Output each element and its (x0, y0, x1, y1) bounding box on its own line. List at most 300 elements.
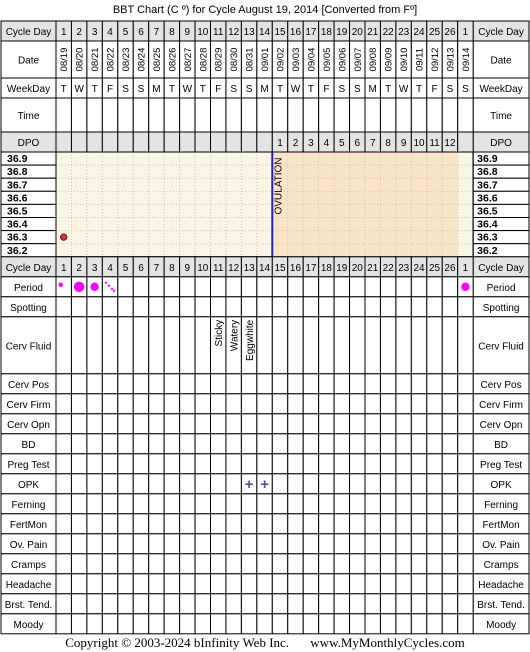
observation-cell (396, 297, 411, 317)
observation-cell (164, 554, 179, 574)
observation-cell (164, 297, 179, 317)
date-label: 08/20 (74, 47, 86, 72)
row-label-right-text: Date (490, 55, 512, 67)
observation-cell (102, 554, 117, 574)
observation-cell (195, 394, 210, 414)
observation-cell (180, 494, 195, 514)
observation-cell (288, 297, 303, 317)
cycle-day-number: 24 (413, 27, 425, 38)
observation-cell (411, 434, 426, 454)
observation-cell (319, 434, 334, 454)
observation-cell (71, 514, 86, 534)
row-label-left-text: Cerv Pos (7, 379, 50, 391)
observation-cell (365, 554, 380, 574)
observation-cell (102, 534, 117, 554)
observation-cell (288, 494, 303, 514)
observation-cell (71, 394, 86, 414)
observation-cell (226, 374, 241, 394)
cycle-day-number-bottom: 21 (367, 262, 379, 274)
date-label: 08/23 (121, 47, 133, 72)
observation-cell (149, 534, 164, 554)
observation-cell (87, 297, 102, 317)
observation-cell (334, 317, 349, 374)
observation-cell (442, 374, 457, 394)
observation-cell (118, 277, 133, 297)
dpo-cell (458, 132, 473, 152)
observation-cell (303, 277, 318, 297)
observation-cell (319, 554, 334, 574)
observation-cell (288, 594, 303, 614)
temp-scale-left-text: 36.6 (7, 192, 28, 205)
observation-cell (365, 374, 380, 394)
observation-cell (118, 514, 133, 534)
row-label-left-text: Brst. Tend. (4, 599, 53, 611)
observation-cell (350, 534, 365, 554)
date-label: 09/09 (383, 47, 395, 72)
observation-cell (442, 514, 457, 534)
observation-cell (180, 474, 195, 494)
observation-cell (164, 277, 179, 297)
weekday-label: F (107, 84, 114, 95)
observation-cell (164, 534, 179, 554)
weekday-label: W (398, 84, 409, 95)
observation-cell (272, 414, 287, 434)
cycle-day-number: 26 (444, 27, 456, 38)
observation-cell (334, 394, 349, 414)
observation-cell (211, 534, 226, 554)
observation-cell (319, 574, 334, 594)
row-label-right-text: Ferning (484, 499, 519, 511)
observation-cell (149, 494, 164, 514)
time-cell (87, 98, 102, 132)
observation-cell (149, 514, 164, 534)
time-cell (133, 98, 148, 132)
observation-cell (257, 297, 272, 317)
cycle-day-number: 22 (382, 27, 394, 38)
time-cell (427, 98, 442, 132)
observation-cell (427, 277, 442, 297)
dpo-number: 10 (413, 138, 425, 149)
observation-cell (71, 414, 86, 434)
date-label: 08/29 (213, 47, 225, 72)
observation-cell (365, 394, 380, 414)
observation-cell (133, 277, 148, 297)
date-label: 08/27 (182, 47, 194, 72)
time-cell (149, 98, 164, 132)
observation-cell (303, 534, 318, 554)
cycle-day-number-bottom: 16 (289, 262, 302, 274)
observation-cell (272, 594, 287, 614)
observation-cell (303, 434, 318, 454)
observation-cell (180, 594, 195, 614)
observation-cell (411, 374, 426, 394)
time-cell (164, 98, 179, 132)
temp-scale-left-text: 36.9 (7, 153, 28, 166)
observation-cell (180, 374, 195, 394)
observation-cell (350, 474, 365, 494)
cycle-day-number-bottom: 6 (138, 262, 144, 274)
observation-cell (164, 434, 179, 454)
copyright-text: Copyright © 2003-2024 bInfinity Web Inc. (65, 635, 290, 650)
observation-cell (442, 534, 457, 554)
observation-cell (133, 374, 148, 394)
observation-cell (87, 514, 102, 534)
observation-cell (319, 374, 334, 394)
observation-cell (56, 494, 71, 514)
observation-cell (195, 494, 210, 514)
observation-cell (180, 277, 195, 297)
observation-cell (211, 474, 226, 494)
observation-cell (102, 594, 117, 614)
observation-cell (211, 614, 226, 634)
observation-cell (288, 614, 303, 634)
cycle-day-number: 14 (259, 27, 271, 38)
observation-cell (133, 514, 148, 534)
observation-cell (211, 514, 226, 534)
observation-cell (118, 434, 133, 454)
observation-cell (180, 514, 195, 534)
observation-cell (272, 374, 287, 394)
observation-cell (442, 277, 457, 297)
row-label-left-text: Cycle Day (5, 262, 52, 274)
observation-cell (118, 534, 133, 554)
observation-cell (288, 574, 303, 594)
observation-cell (257, 434, 272, 454)
observation-cell (350, 554, 365, 574)
observation-cell (303, 297, 318, 317)
observation-cell (303, 394, 318, 414)
observation-cell (272, 277, 287, 297)
observation-cell (303, 554, 318, 574)
cycle-day-number: 4 (107, 27, 113, 38)
observation-cell (272, 554, 287, 574)
observation-cell (226, 494, 241, 514)
observation-cell (56, 554, 71, 574)
observation-cell (257, 414, 272, 434)
date-label: 08/25 (151, 47, 163, 72)
observation-cell (458, 554, 473, 574)
observation-cell (442, 434, 457, 454)
cycle-day-number: 13 (243, 27, 255, 38)
observation-cell (288, 277, 303, 297)
observation-cell (334, 554, 349, 574)
observation-cell (350, 434, 365, 454)
observation-cell (56, 414, 71, 434)
observation-cell (257, 494, 272, 514)
row-label-left-text: Preg Test (7, 459, 50, 471)
observation-cell (288, 514, 303, 534)
observation-cell (350, 277, 365, 297)
date-label: 09/11 (414, 47, 426, 72)
observation-cell (427, 574, 442, 594)
cycle-day-number: 1 (60, 27, 67, 38)
weekday-label: T (307, 84, 314, 95)
cycle-day-number-bottom: 3 (91, 262, 98, 274)
time-cell (334, 98, 349, 132)
observation-cell (365, 534, 380, 554)
cycle-day-number-bottom: 18 (320, 262, 332, 274)
observation-cell (87, 414, 102, 434)
observation-cell (71, 434, 86, 454)
row-label-right-text: BD (494, 439, 509, 451)
observation-cell (427, 534, 442, 554)
observation-cell (226, 414, 241, 434)
observation-cell (56, 297, 71, 317)
observation-cell (380, 614, 395, 634)
observation-cell (272, 394, 287, 414)
observation-cell (149, 454, 164, 474)
date-label: 09/02 (275, 47, 287, 72)
dpo-cell (149, 132, 164, 152)
observation-cell (241, 534, 256, 554)
observation-cell (226, 434, 241, 454)
observation-cell (87, 594, 102, 614)
observation-cell (350, 494, 365, 514)
observation-cell (241, 454, 256, 474)
weekday-label: T (199, 84, 206, 95)
observation-cell (303, 494, 318, 514)
observation-cell (334, 494, 349, 514)
observation-cell (211, 434, 226, 454)
row-label-right-text: OPK (490, 479, 512, 491)
chart-title: BBT Chart (C º) for Cycle August 19, 2014 [Converted from Fº] (112, 4, 418, 16)
cycle-day-number: 2 (76, 27, 82, 38)
row-label-left-text: Period (14, 282, 43, 294)
observation-cell (226, 394, 241, 414)
row-label-right-text: WeekDay (479, 84, 523, 95)
period-mark-medium (90, 283, 98, 291)
observation-cell (350, 574, 365, 594)
cycle-day-number-bottom: 9 (184, 262, 191, 274)
observation-cell (380, 414, 395, 434)
observation-cell (180, 414, 195, 434)
observation-cell (334, 297, 349, 317)
observation-cell (195, 454, 210, 474)
weekday-label: T (276, 84, 284, 95)
period-mark-light-dot (111, 288, 113, 290)
time-cell (411, 98, 426, 132)
temp-scale-left-text: 36.3 (7, 231, 28, 244)
observation-cell (180, 297, 195, 317)
cycle-day-number-bottom: 19 (336, 262, 348, 274)
observation-cell (458, 374, 473, 394)
temp-scale-left-text: 36.4 (7, 218, 28, 231)
observation-cell (442, 394, 457, 414)
cycle-day-number: 1 (462, 27, 469, 38)
observation-cell (411, 454, 426, 474)
observation-cell (226, 594, 241, 614)
site-link[interactable]: www.MyMonthlyCycles.com (310, 635, 465, 650)
observation-cell (427, 434, 442, 454)
row-label-left-text: Cerv Firm (6, 399, 51, 411)
observation-cell (241, 434, 256, 454)
cycle-day-number-bottom: 25 (428, 262, 441, 274)
observation-cell (118, 554, 133, 574)
observation-cell (257, 454, 272, 474)
observation-cell (102, 317, 117, 374)
dpo-cell (164, 132, 179, 152)
observation-cell (272, 317, 287, 374)
time-cell (195, 98, 210, 132)
observation-cell (272, 514, 287, 534)
temp-scale-left-text: 36.8 (7, 166, 28, 179)
observation-cell (71, 374, 86, 394)
row-label-left-text: Headache (5, 579, 52, 591)
period-mark-light-dot (105, 282, 107, 284)
observation-cell (380, 534, 395, 554)
observation-cell (241, 297, 256, 317)
cycle-day-number-bottom: 20 (351, 262, 363, 274)
weekday-label: S (446, 84, 454, 95)
temp-scale-right-text: 36.2 (477, 244, 498, 257)
observation-cell (396, 514, 411, 534)
observation-cell (365, 574, 380, 594)
observation-cell (102, 494, 117, 514)
row-label-right-text: Cycle Day (478, 27, 524, 38)
observation-cell (427, 474, 442, 494)
observation-cell (226, 474, 241, 494)
observation-cell (319, 534, 334, 554)
weekday-label: T (60, 84, 67, 95)
time-cell (180, 98, 195, 132)
observation-cell (102, 374, 117, 394)
observation-cell (427, 514, 442, 534)
observation-cell (149, 394, 164, 414)
row-label-right-text: Cerv Pos (480, 379, 522, 391)
observation-cell (442, 494, 457, 514)
observation-cell (442, 474, 457, 494)
observation-cell (303, 414, 318, 434)
observation-cell (380, 277, 395, 297)
observation-cell (71, 494, 86, 514)
observation-cell (56, 434, 71, 454)
row-label-right-text: Time (490, 111, 513, 122)
weekday-label: T (168, 84, 175, 95)
observation-cell (458, 614, 473, 634)
cycle-day-number-bottom: 8 (169, 262, 175, 274)
time-cell (272, 98, 287, 132)
observation-cell (241, 374, 256, 394)
observation-cell (319, 394, 334, 414)
observation-cell (350, 454, 365, 474)
observation-cell (380, 394, 395, 414)
observation-cell (241, 614, 256, 634)
date-label: 09/05 (321, 47, 333, 72)
observation-cell (396, 494, 411, 514)
date-label: 08/31 (244, 47, 256, 72)
observation-cell (56, 374, 71, 394)
cycle-day-number-bottom: 26 (444, 262, 456, 274)
observation-cell (149, 574, 164, 594)
observation-cell (211, 574, 226, 594)
observation-cell (272, 574, 287, 594)
cycle-day-number: 18 (320, 27, 332, 38)
dpo-number: 4 (323, 138, 330, 149)
observation-cell (334, 614, 349, 634)
dpo-number: 9 (400, 138, 407, 149)
dpo-number: 1 (277, 138, 283, 149)
temp-scale-right-text: 36.3 (477, 231, 498, 244)
row-label-right-text: Ov. Pain (482, 539, 520, 551)
observation-cell (458, 454, 473, 474)
weekday-label: S (137, 84, 145, 95)
observation-cell (350, 614, 365, 634)
dpo-number: 8 (385, 138, 391, 149)
row-label-left-text: Cerv Fluid (5, 341, 52, 353)
observation-cell (164, 374, 179, 394)
observation-cell (380, 317, 395, 374)
observation-cell (458, 434, 473, 454)
observation-cell (396, 434, 411, 454)
observation-cell (118, 297, 133, 317)
observation-cell (118, 574, 133, 594)
observation-cell (411, 317, 426, 374)
time-cell (71, 98, 86, 132)
observation-cell (195, 594, 210, 614)
cycle-day-number: 17 (305, 27, 317, 38)
observation-cell (149, 614, 164, 634)
observation-cell (380, 554, 395, 574)
observation-cell (427, 554, 442, 574)
observation-cell (442, 414, 457, 434)
observation-cell (319, 297, 334, 317)
observation-cell (241, 594, 256, 614)
observation-cell (303, 614, 318, 634)
observation-cell (87, 454, 102, 474)
observation-cell (365, 454, 380, 474)
observation-cell (164, 594, 179, 614)
observation-cell (133, 554, 148, 574)
ovulation-label: OVULATION (273, 157, 285, 215)
observation-cell (396, 534, 411, 554)
observation-cell (241, 494, 256, 514)
observation-cell (365, 277, 380, 297)
observation-cell (319, 474, 334, 494)
row-label-right-text: DPO (490, 138, 512, 149)
observation-cell (272, 434, 287, 454)
cycle-day-number: 10 (197, 27, 209, 38)
observation-cell (241, 574, 256, 594)
observation-cell (71, 454, 86, 474)
observation-cell (164, 317, 179, 374)
dpo-cell (241, 132, 256, 152)
temp-scale-right-text: 36.9 (477, 153, 498, 166)
observation-cell (211, 594, 226, 614)
observation-cell (56, 574, 71, 594)
observation-cell (350, 394, 365, 414)
observation-cell (56, 534, 71, 554)
date-label: 09/13 (445, 47, 457, 72)
row-label-right-text: Cycle Day (478, 262, 524, 274)
observation-cell (56, 474, 71, 494)
observation-cell (102, 574, 117, 594)
cycle-day-number-bottom: 14 (259, 262, 271, 274)
temp-scale-right-text: 36.7 (477, 179, 498, 192)
observation-cell (164, 474, 179, 494)
observation-cell (458, 394, 473, 414)
observation-cell (288, 394, 303, 414)
cycle-day-number: 21 (367, 27, 379, 38)
observation-cell (458, 514, 473, 534)
observation-cell (71, 474, 86, 494)
weekday-label: S (338, 84, 346, 95)
observation-cell (149, 434, 164, 454)
observation-cell (226, 277, 241, 297)
observation-cell (195, 414, 210, 434)
row-label-right-text: Brst. Tend. (477, 599, 525, 611)
observation-cell (319, 414, 334, 434)
row-label-right-text: Moody (486, 619, 517, 631)
